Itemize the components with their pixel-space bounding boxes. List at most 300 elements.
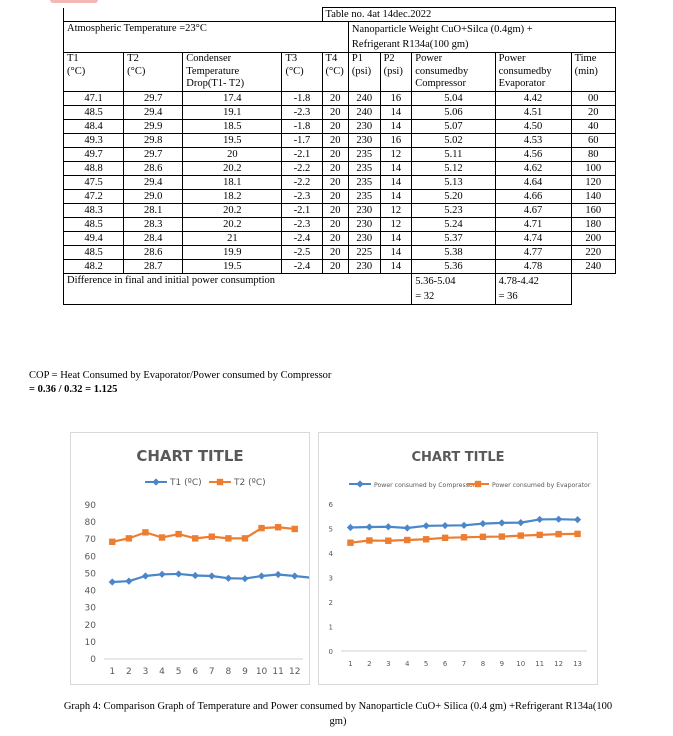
data-point <box>475 481 481 487</box>
table-cell: 14 <box>380 245 412 259</box>
y-tick-label: 80 <box>84 518 96 529</box>
table-cell: 240 <box>571 259 615 273</box>
table-cell: 235 <box>348 147 380 161</box>
column-header-line: consumedby <box>415 65 469 77</box>
table-cell: 28.3 <box>124 217 183 231</box>
column-header-line: T4 <box>325 53 338 64</box>
data-point <box>225 575 232 582</box>
column-header-line: consumedby <box>498 65 552 77</box>
table-cell: 28.6 <box>124 161 183 175</box>
column-header-line: (°C) <box>325 65 344 77</box>
x-tick-label: 4 <box>159 667 165 677</box>
table-cell: 29.4 <box>124 105 183 119</box>
table-cell: 4.53 <box>495 133 571 147</box>
column-header-line: Compressor <box>415 78 466 89</box>
y-tick-label: 3 <box>328 574 333 583</box>
table-cell: 5.02 <box>412 133 495 147</box>
difference-evaporator <box>495 273 571 304</box>
table-cell: 5.12 <box>412 161 495 175</box>
table-cell: 19.1 <box>183 105 282 119</box>
table-cell: 28.6 <box>124 245 183 259</box>
table-row <box>64 203 616 217</box>
column-header-line: Temperature <box>186 65 240 77</box>
table-cell: 4.42 <box>495 91 571 105</box>
refrigerant-label: Refrigerant R134a(100 gm) <box>351 39 469 50</box>
column-header-line: Power <box>415 53 443 64</box>
table-cell: 5.07 <box>412 119 495 133</box>
table-cell: 20.2 <box>183 161 282 175</box>
x-tick-label: 10 <box>255 667 268 677</box>
power-chart-svg <box>319 433 597 684</box>
table-cell: 4.66 <box>495 189 571 203</box>
cop-result: = 0.36 / 0.32 = 1.125 <box>29 384 118 395</box>
series-line <box>112 527 294 542</box>
data-point <box>442 535 448 541</box>
table-cell: -2.1 <box>282 147 322 161</box>
x-tick-label: 8 <box>480 660 486 668</box>
column-header <box>571 53 615 92</box>
nanoparticle-label: Nanoparticle Weight CuO+Silca (0.4gm) + <box>351 24 533 35</box>
data-point <box>175 531 181 537</box>
table-cell: 230 <box>348 133 380 147</box>
table-row <box>64 91 616 105</box>
data-point <box>192 535 198 541</box>
column-header-line: (°C) <box>285 65 304 77</box>
x-tick-label: 4 <box>404 660 410 668</box>
temperature-chart <box>70 432 310 685</box>
table-cell: -2.4 <box>282 231 322 245</box>
table-cell: 235 <box>348 175 380 189</box>
y-tick-label: 4 <box>328 550 333 558</box>
table-cell: 5.04 <box>412 91 495 105</box>
difference-row <box>64 273 616 304</box>
x-tick-label: 7 <box>208 667 215 677</box>
data-point <box>275 524 281 530</box>
table-cell: 200 <box>571 231 615 245</box>
table-cell: 4.71 <box>495 217 571 231</box>
x-tick-label: 7 <box>461 660 467 668</box>
y-tick-label: 90 <box>84 501 96 511</box>
column-header <box>348 53 380 92</box>
legend-label: T2 (ºC) <box>234 478 266 488</box>
table-row <box>64 147 616 161</box>
data-point <box>158 571 165 578</box>
column-header-line: (min) <box>574 65 598 77</box>
y-tick-label: 1 <box>328 623 333 632</box>
column-header <box>380 53 412 92</box>
series-0 <box>109 570 309 585</box>
data-point <box>258 525 264 531</box>
x-tick-label: 13 <box>573 660 582 668</box>
cop-formula: COP = Heat Consumed by Evaporator/Power consumed by Compressor <box>29 370 332 381</box>
table-cell: 29.7 <box>124 91 183 105</box>
column-header-line: P1 <box>351 53 364 64</box>
table-cell: 5.06 <box>412 105 495 119</box>
table-cell: 20 <box>571 105 615 119</box>
column-header-line: Time <box>574 53 597 64</box>
data-point <box>479 520 486 527</box>
column-header-line: Condenser <box>186 53 232 64</box>
data-point <box>209 533 215 539</box>
table-cell: 140 <box>571 189 615 203</box>
table-cell: 14 <box>380 175 412 189</box>
data-point <box>404 537 410 543</box>
table-cell: 14 <box>380 231 412 245</box>
data-point <box>385 523 392 530</box>
table-cell: 4.78 <box>495 259 571 273</box>
column-headers <box>64 53 616 92</box>
legend-label: Power consumed by Evaporator <box>492 482 591 489</box>
table-cell: 47.5 <box>64 175 124 189</box>
table-cell: 19.9 <box>183 245 282 259</box>
column-header-line: (psi) <box>351 65 372 77</box>
data-point <box>292 526 298 532</box>
table-cell: 47.1 <box>64 91 124 105</box>
x-tick-label: 1 <box>109 667 116 677</box>
table-cell: 29.7 <box>124 147 183 161</box>
table-cell: 48.2 <box>64 259 124 273</box>
table-cell: -2.5 <box>282 245 322 259</box>
table-cell: 120 <box>571 175 615 189</box>
data-point <box>142 529 148 535</box>
table-cell: 20 <box>322 203 348 217</box>
table-cell: 29.4 <box>124 175 183 189</box>
data-point <box>347 540 353 546</box>
table-cell: 160 <box>571 203 615 217</box>
table-cell: 230 <box>348 119 380 133</box>
column-header-line: Evaporator <box>498 78 546 89</box>
caption-line-1: Graph 4: Comparison Graph of Temperature and Power consumed by Nanoparticle CuO+ Silica (0.4 gm) +Refrigerant R134a(100 <box>63 701 613 712</box>
x-tick-label: 1 <box>348 660 353 668</box>
difference-evaporator-value: = 36 <box>498 290 518 302</box>
column-header-line: Drop(T1- T2) <box>186 78 245 89</box>
table-cell: 235 <box>348 161 380 175</box>
table-cell: 28.4 <box>124 231 183 245</box>
table-row <box>64 105 616 119</box>
data-point <box>460 522 467 529</box>
data-point <box>441 522 448 529</box>
table-cell: 29.8 <box>124 133 183 147</box>
data-point <box>142 572 149 579</box>
x-tick-label: 2 <box>367 660 372 668</box>
column-header-line: (psi) <box>383 65 403 77</box>
table-row <box>64 161 616 175</box>
column-header-line: (°C) <box>127 65 146 77</box>
data-point <box>574 516 581 523</box>
header-decoration <box>50 0 98 3</box>
y-tick-label: 0 <box>90 655 96 665</box>
table-cell: 4.56 <box>495 147 571 161</box>
table-cell: 20 <box>183 147 282 161</box>
column-header-line: T3 <box>285 53 298 64</box>
caption-line-2: gm) <box>329 716 347 727</box>
data-point <box>175 570 182 577</box>
table-cell: 20 <box>322 175 348 189</box>
data-point <box>555 516 562 523</box>
table-cell: -2.3 <box>282 189 322 203</box>
table-cell: 20 <box>322 259 348 273</box>
table-cell: 230 <box>348 203 380 217</box>
column-header <box>322 53 348 92</box>
table-cell: 220 <box>571 245 615 259</box>
table-cell: 240 <box>348 105 380 119</box>
table-cell: 4.77 <box>495 245 571 259</box>
table-row <box>64 259 616 273</box>
data-point <box>242 535 248 541</box>
table-cell: 14 <box>380 161 412 175</box>
legend-label: T1 (ºC) <box>170 478 202 488</box>
table-cell: 20 <box>322 245 348 259</box>
table-cell: 4.64 <box>495 175 571 189</box>
data-point <box>480 534 486 540</box>
column-header-line: T2 <box>127 53 139 64</box>
table-cell: -2.1 <box>282 203 322 217</box>
table-cell: 48.5 <box>64 245 124 259</box>
column-header-line: (°C) <box>67 65 86 77</box>
table-cell: 230 <box>348 231 380 245</box>
table-title: Table no. 4at 14dec.2022 <box>322 8 615 22</box>
difference-evaporator-expr: 4.78-4.42 <box>498 275 539 287</box>
y-tick-label: 0 <box>328 648 333 656</box>
table-cell: 5.23 <box>412 203 495 217</box>
column-header-line: Power <box>498 53 526 64</box>
table-cell: 20.2 <box>183 217 282 231</box>
table-cell: 20 <box>322 133 348 147</box>
data-point <box>152 478 159 485</box>
table-cell: 4.51 <box>495 105 571 119</box>
y-tick-label: 30 <box>84 603 96 614</box>
table-cell: 19.5 <box>183 133 282 147</box>
table-row <box>64 231 616 245</box>
series-1 <box>347 531 580 546</box>
column-header-line: P2 <box>383 53 395 64</box>
difference-compressor-value: = 32 <box>415 290 435 302</box>
data-point <box>308 574 309 581</box>
legend-label: Power consumed by Compressor <box>374 482 476 489</box>
chart-title: CHART TITLE <box>411 450 505 465</box>
data-point <box>517 519 524 526</box>
table-cell: 16 <box>380 91 412 105</box>
table-cell: -1.7 <box>282 133 322 147</box>
table-cell: 19.5 <box>183 259 282 273</box>
data-point <box>258 572 265 579</box>
data-point <box>125 578 132 585</box>
series-0 <box>347 516 581 532</box>
table-cell: 18.1 <box>183 175 282 189</box>
table-cell: 5.36 <box>412 259 495 273</box>
table-row <box>64 245 616 259</box>
x-tick-label: 12 <box>288 667 301 677</box>
table-cell: 5.13 <box>412 175 495 189</box>
table-cell: 14 <box>380 189 412 203</box>
difference-compressor <box>412 273 495 304</box>
table-row <box>64 189 616 203</box>
nanoparticle-header <box>348 22 615 53</box>
table-cell: 49.7 <box>64 147 124 161</box>
data-point <box>241 575 248 582</box>
data-point <box>555 531 561 537</box>
data-point <box>109 578 116 585</box>
table-cell: 180 <box>571 217 615 231</box>
x-tick-label: 2 <box>126 667 132 677</box>
table-cell: 47.2 <box>64 189 124 203</box>
data-point <box>536 516 543 523</box>
table-cell: 20 <box>322 189 348 203</box>
table-cell: -1.8 <box>282 119 322 133</box>
table-cell: 49.3 <box>64 133 124 147</box>
y-tick-label: 50 <box>84 569 96 580</box>
table-cell: 5.20 <box>412 189 495 203</box>
y-tick-label: 20 <box>84 620 96 631</box>
y-tick-label: 5 <box>328 525 333 534</box>
table-cell: 20.2 <box>183 203 282 217</box>
table-row <box>64 175 616 189</box>
x-tick-label: 5 <box>423 660 429 668</box>
table-cell: 28.1 <box>124 203 183 217</box>
table-row <box>64 119 616 133</box>
table-row <box>64 133 616 147</box>
data-point <box>423 522 430 529</box>
temperature-chart-svg <box>71 433 309 684</box>
data-point <box>126 535 132 541</box>
data-point <box>192 572 199 579</box>
data-point <box>404 524 411 531</box>
chart-title: CHART TITLE <box>136 447 244 465</box>
table-cell: 20 <box>322 231 348 245</box>
data-point <box>217 479 223 485</box>
table-cell: 48.3 <box>64 203 124 217</box>
x-tick-label: 6 <box>192 667 199 677</box>
data-point <box>275 571 282 578</box>
y-tick-label: 6 <box>328 501 333 509</box>
table-cell: 4.74 <box>495 231 571 245</box>
y-tick-label: 40 <box>84 586 96 597</box>
x-tick-label: 10 <box>516 660 526 668</box>
data-point <box>499 533 505 539</box>
ambient-temperature: Atmospheric Temperature =23°C <box>64 22 349 53</box>
table-cell: 5.24 <box>412 217 495 231</box>
table-cell: 14 <box>380 259 412 273</box>
x-tick-label: 3 <box>142 667 149 677</box>
table-cell: 18.2 <box>183 189 282 203</box>
x-tick-label: 6 <box>442 660 448 668</box>
data-point <box>518 532 524 538</box>
data-point <box>366 523 373 530</box>
x-tick-label: 11 <box>535 660 545 668</box>
x-tick-label: 11 <box>272 667 284 677</box>
series-1 <box>109 524 298 545</box>
x-tick-label: 9 <box>242 667 248 677</box>
table-cell: 225 <box>348 245 380 259</box>
column-header <box>282 53 322 92</box>
table-cell: 29.9 <box>124 119 183 133</box>
table-cell: 60 <box>571 133 615 147</box>
table-cell: 21 <box>183 231 282 245</box>
data-point <box>461 534 467 540</box>
table-cell: 20 <box>322 161 348 175</box>
table-cell: 17.4 <box>183 91 282 105</box>
table-cell: 5.38 <box>412 245 495 259</box>
table-cell: 29.0 <box>124 189 183 203</box>
data-point <box>347 524 354 531</box>
table-cell: 48.5 <box>64 105 124 119</box>
column-header <box>124 53 183 92</box>
table-cell: 18.5 <box>183 119 282 133</box>
table-cell: 230 <box>348 217 380 231</box>
table-cell: -1.8 <box>282 91 322 105</box>
table-cell: 100 <box>571 161 615 175</box>
difference-label: Difference in final and initial power consumption <box>64 273 412 304</box>
table-cell: 80 <box>571 147 615 161</box>
table-cell: 16 <box>380 133 412 147</box>
table-cell: 12 <box>380 147 412 161</box>
column-header <box>412 53 495 92</box>
table-cell: 48.4 <box>64 119 124 133</box>
y-tick-label: 10 <box>84 637 96 648</box>
data-point <box>225 535 231 541</box>
data-point <box>536 532 542 538</box>
difference-compressor-expr: 5.36-5.04 <box>415 275 456 287</box>
figure-caption <box>28 699 648 729</box>
data-point <box>498 519 505 526</box>
table-cell: 20 <box>322 91 348 105</box>
data-point <box>385 538 391 544</box>
column-header <box>64 53 124 92</box>
data-point <box>159 534 165 540</box>
table-cell: 12 <box>380 203 412 217</box>
table-cell: 5.11 <box>412 147 495 161</box>
table-cell: 240 <box>348 91 380 105</box>
results-table <box>63 7 616 305</box>
x-tick-label: 8 <box>225 667 232 677</box>
table-cell: 28.7 <box>124 259 183 273</box>
table-cell: 49.4 <box>64 231 124 245</box>
x-tick-label: 5 <box>175 667 182 677</box>
table-cell: 20 <box>322 119 348 133</box>
table-cell: 12 <box>380 217 412 231</box>
table-cell: 20 <box>322 105 348 119</box>
table-cell: 230 <box>348 259 380 273</box>
table-cell: 4.62 <box>495 161 571 175</box>
data-point <box>109 539 115 545</box>
table-cell: 40 <box>571 119 615 133</box>
column-header <box>495 53 571 92</box>
data-point <box>366 537 372 543</box>
table-cell: 4.67 <box>495 203 571 217</box>
data-point <box>208 572 215 579</box>
table-cell: 48.8 <box>64 161 124 175</box>
table-cell: 00 <box>571 91 615 105</box>
table-cell: 48.5 <box>64 217 124 231</box>
column-header <box>183 53 282 92</box>
y-tick-label: 2 <box>328 599 333 607</box>
table-cell: 14 <box>380 105 412 119</box>
table-cell: 20 <box>322 147 348 161</box>
table-cell: 20 <box>322 217 348 231</box>
y-tick-label: 60 <box>84 552 96 563</box>
column-header-line: T1 <box>67 53 79 64</box>
table-cell: -2.3 <box>282 105 322 119</box>
x-tick-label: 3 <box>386 660 391 668</box>
table-cell: 235 <box>348 189 380 203</box>
power-chart <box>318 432 598 685</box>
table-cell: 5.37 <box>412 231 495 245</box>
data-point <box>356 480 363 487</box>
table-cell: -2.2 <box>282 175 322 189</box>
table-cell: -2.4 <box>282 259 322 273</box>
data-point <box>574 531 580 537</box>
table-cell: -2.3 <box>282 217 322 231</box>
